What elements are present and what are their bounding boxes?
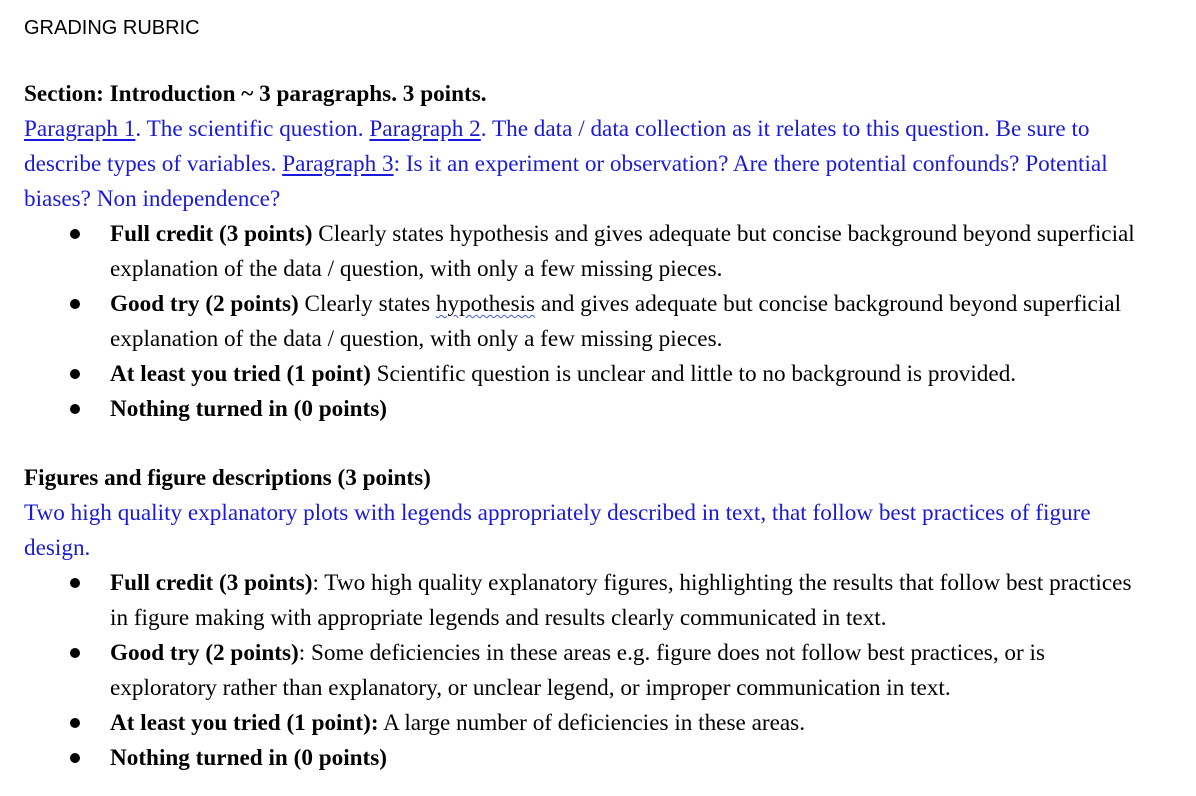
criterion-item <box>24 217 1154 287</box>
section-heading: Figures and figure descriptions (3 points) <box>24 465 431 491</box>
section-figures <box>24 461 1174 776</box>
criterion-label: Good try (2 points) <box>110 291 299 317</box>
criterion-item <box>24 566 1154 636</box>
bullet-icon <box>70 299 80 309</box>
criterion-text: Scientific question is unclear and little to no background is provided. <box>370 361 1017 387</box>
bullet-icon <box>70 753 80 763</box>
bullet-icon <box>70 718 80 728</box>
criterion-label: Good try (2 points) <box>110 640 299 666</box>
criterion-item <box>24 741 1154 776</box>
criterion-text: and gives adequate but concise background beyond superficial explanation of the data / question, with only a few missing pieces. <box>110 291 1122 352</box>
criterion-item <box>24 357 1154 392</box>
document-title: GRADING RUBRIC <box>24 17 200 39</box>
criterion-label: Full credit (3 points) <box>110 570 313 596</box>
section-description <box>24 112 1154 217</box>
criterion-label: Nothing turned in (0 points) <box>110 396 388 422</box>
bullet-icon <box>70 578 80 588</box>
criterion-label: Full credit (3 points) <box>110 221 313 247</box>
criterion-item <box>24 287 1154 357</box>
paragraph-3-text: : Is it an experiment or observation? Are there potential confounds? Potential biases? Non independence? <box>24 151 1108 212</box>
paragraph-1-text: . The scientific question. <box>135 116 370 142</box>
criterion-label: Nothing turned in (0 points) <box>110 745 388 771</box>
criterion-item <box>24 636 1154 706</box>
bullet-icon <box>70 229 80 239</box>
criterion-text: A large number of deficiencies in these areas. <box>378 710 806 736</box>
paragraph-3-link: Paragraph 3 <box>282 151 394 177</box>
criterion-item <box>24 392 1154 427</box>
section-introduction <box>24 77 1174 427</box>
criterion-label: At least you tried (1 point): <box>110 710 379 736</box>
bullet-icon <box>70 648 80 658</box>
paragraph-2-link: Paragraph 2 <box>369 116 481 142</box>
section-heading: Section: Introduction ~ 3 paragraphs. 3 points. <box>24 81 487 107</box>
criterion-text: : Some deficiencies in these areas e.g. figure does not follow best practices, or is exploratory rather than explanatory, or unclear legend, or improper communication in text. <box>110 640 1046 701</box>
spellcheck-flagged-word[interactable]: hypothesis <box>435 291 536 317</box>
criterion-item <box>24 706 1154 741</box>
section-description: Two high quality explanatory plots with legends appropriately described in text, that follow best practices of figure design. <box>24 500 1091 561</box>
criterion-text: : Two high quality explanatory figures, highlighting the results that follow best practices in figure making with appropriate legends and results clearly communicated in text. <box>110 570 1132 631</box>
bullet-icon <box>70 404 80 414</box>
criterion-text: Clearly states <box>298 291 436 317</box>
criterion-text: Clearly states hypothesis and gives adequate but concise background beyond superficial explanation of the data / question, with only a few missing pieces. <box>110 221 1135 282</box>
criterion-label: At least you tried (1 point) <box>110 361 371 387</box>
bullet-icon <box>70 369 80 379</box>
paragraph-2-text: . The data / data collection as it relates to this question. Be sure to describe types of variables. <box>24 116 1090 177</box>
criteria-list <box>24 566 1174 776</box>
criteria-list <box>24 217 1174 427</box>
paragraph-1-link: Paragraph 1 <box>24 116 136 142</box>
